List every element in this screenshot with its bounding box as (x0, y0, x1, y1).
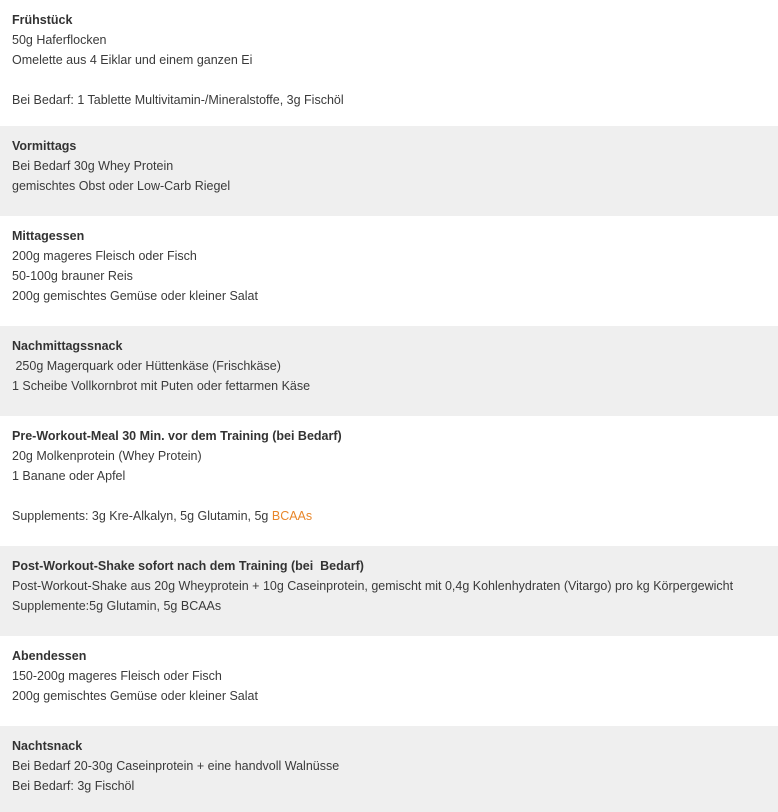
meal-title: Nachmittagssnack (12, 339, 123, 353)
meal-line: 200g gemischtes Gemüse oder kleiner Salat (12, 689, 258, 703)
meal-line: 20g Molkenprotein (Whey Protein) (12, 449, 202, 463)
meal-line: gemischtes Obst oder Low-Carb Riegel (12, 179, 231, 193)
meal-title: Mittagessen (12, 229, 85, 243)
meal-line: 250g Magerquark oder Hüttenkäse (Frischkäse) (12, 359, 281, 373)
meal-row-mittagessen (0, 216, 778, 326)
meal-line: 1 Banane oder Apfel (12, 469, 126, 483)
blank-line (12, 70, 766, 90)
meal-line: 200g mageres Fleisch oder Fisch (12, 249, 197, 263)
meal-line: 1 Scheibe Vollkornbrot mit Puten oder fettarmen Käse (12, 379, 311, 393)
meal-line: 150-200g mageres Fleisch oder Fisch (12, 669, 222, 683)
meal-line: 50g Haferflocken (12, 33, 107, 47)
meal-line: Omelette aus 4 Eiklar und einem ganzen Ei (12, 53, 253, 67)
meal-line: Bei Bedarf: 3g Fischöl (12, 779, 135, 793)
meal-row-vormittags (0, 126, 778, 216)
meal-title: Nachtsnack (12, 739, 83, 753)
blank-line (12, 486, 766, 506)
meal-line: Bei Bedarf 30g Whey Protein (12, 159, 174, 173)
meal-line: Bei Bedarf: 1 Tablette Multivitamin-/Mineralstoffe, 3g Fischöl (12, 93, 344, 107)
meal-line: 50-100g brauner Reis (12, 269, 133, 283)
meal-line: Bei Bedarf 20-30g Caseinprotein + eine handvoll Walnüsse (12, 759, 340, 773)
meal-title: Post-Workout-Shake sofort nach dem Training (bei Bedarf) (12, 559, 364, 573)
meal-row-fruehstueck (0, 0, 778, 126)
meal-row-pre-workout (0, 416, 778, 546)
meal-row-nachmittagssnack (0, 326, 778, 416)
meal-row-abendessen (0, 636, 778, 726)
meal-title: Frühstück (12, 13, 73, 27)
bcaas-link[interactable]: BCAAs (271, 509, 313, 523)
meal-title: Pre-Workout-Meal 30 Min. vor dem Training (bei Bedarf) (12, 429, 342, 443)
supplements-text: Supplements: 3g Kre-Alkalyn, 5g Glutamin, 5g (12, 509, 272, 523)
supplements-line (12, 506, 766, 526)
meal-row-nachtsnack (0, 726, 778, 812)
meal-title: Abendessen (12, 649, 87, 663)
meal-line: Supplemente:5g Glutamin, 5g BCAAs (12, 599, 222, 613)
meal-line: Post-Workout-Shake aus 20g Wheyprotein + 10g Caseinprotein, gemischt mit 0,4g Kohlenhydraten (Vitargo) pro kg Körpergewicht (12, 579, 734, 593)
meal-row-post-workout (0, 546, 778, 636)
meal-line: 200g gemischtes Gemüse oder kleiner Salat (12, 289, 258, 303)
meal-title: Vormittags (12, 139, 77, 153)
